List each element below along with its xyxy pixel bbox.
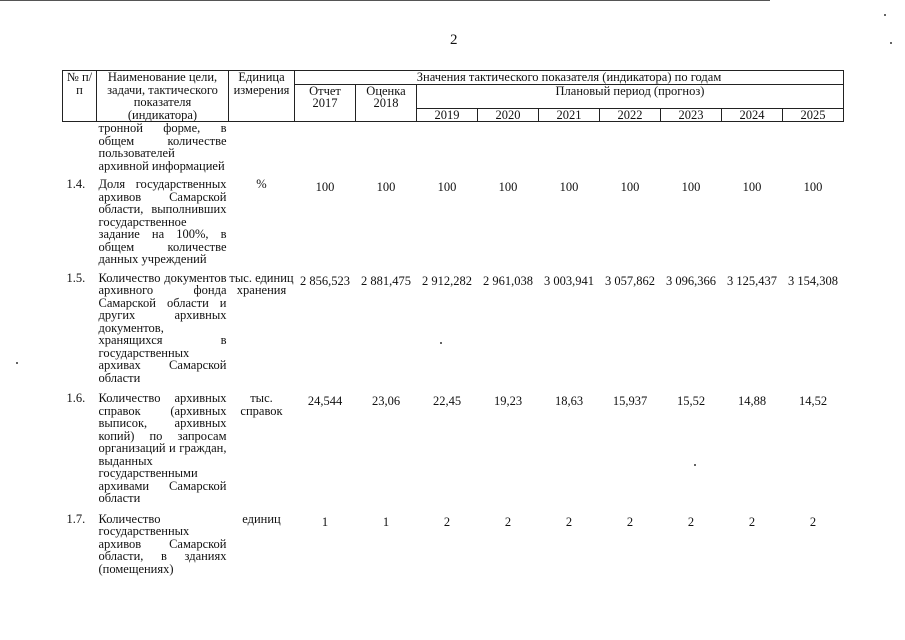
- value-2025: 2: [809, 514, 817, 529]
- value-2021: 100: [559, 180, 579, 194]
- value-2025: 14,52: [798, 394, 828, 408]
- header-values-group: Значения тактического показателя (индикатора) по годам: [295, 71, 844, 85]
- row-num: 1.6.: [66, 391, 86, 405]
- header-year: 2024: [722, 108, 783, 122]
- row-name: Количество государственных архивов Самарской области, в зданиях (помещениях): [98, 511, 227, 576]
- indicators-table: [62, 70, 844, 575]
- row-unit: тыс. единиц хранения: [229, 270, 294, 297]
- header-year: 2021: [539, 108, 600, 122]
- value-2020: 2: [504, 514, 512, 529]
- header-estimate: Оценка 2018: [356, 84, 417, 122]
- value-2024: 100: [742, 180, 762, 194]
- header-year: 2023: [661, 108, 722, 122]
- table-row: [63, 513, 844, 576]
- value-2023: 3 096,366: [666, 273, 716, 288]
- value-2020: 2 961,038: [483, 273, 533, 288]
- scan-speck: [16, 362, 18, 364]
- value-2023: 100: [681, 180, 701, 194]
- value-2024: 3 125,437: [727, 273, 777, 288]
- value-2024: 2: [748, 514, 756, 529]
- header-report: Отчет 2017: [295, 84, 356, 122]
- header-year: 2025: [783, 108, 844, 122]
- header-planned-group: Плановый период (прогноз): [417, 84, 844, 108]
- value-2019: 100: [437, 180, 457, 194]
- header-year: 2020: [478, 108, 539, 122]
- value-2022: 15,937: [612, 394, 648, 408]
- value-2023: 2: [687, 514, 695, 529]
- value-2021: 3 003,941: [544, 273, 594, 288]
- value-2017: 1: [321, 514, 329, 529]
- value-2017: 24,544: [307, 394, 343, 408]
- row-unit: тыс. справок: [240, 391, 283, 418]
- value-2020: 100: [498, 180, 518, 194]
- table-row: [63, 178, 844, 272]
- value-2018: 23,06: [371, 394, 401, 408]
- row-name: тронной форме, в общем количестве пользователей архивной информацией: [98, 121, 227, 173]
- value-2025: 100: [803, 180, 823, 194]
- value-2018: 2 881,475: [361, 273, 411, 288]
- row-num: 1.7.: [66, 511, 86, 526]
- row-name: Количество архивных справок (архивных выписок, архивных копий) по запросам организаций и граждан, выданных государственными архивами Самарской области: [98, 391, 227, 505]
- value-2018: 1: [382, 514, 390, 529]
- table-row: [63, 392, 844, 513]
- row-unit: единиц: [242, 511, 281, 526]
- value-2024: 14,88: [737, 394, 767, 408]
- header-name: Наименование цели, задачи, тактического показателя (индикатора): [97, 71, 229, 122]
- value-2019: 2: [443, 514, 451, 529]
- scan-speck: [884, 14, 886, 16]
- top-rule: [0, 0, 770, 1]
- value-2019: 22,45: [432, 394, 462, 408]
- value-2020: 19,23: [493, 394, 523, 408]
- row-num: 1.4.: [66, 177, 86, 191]
- value-2022: 3 057,862: [605, 273, 655, 288]
- value-2021: 18,63: [554, 394, 584, 408]
- row-name: Количество документов архивного фонда Самарской области и других архивных документов, хранящихся в государственных архивах Самарской области: [98, 270, 227, 385]
- value-2022: 100: [620, 180, 640, 194]
- value-2022: 2: [626, 514, 634, 529]
- value-2017: 100: [315, 180, 335, 194]
- row-num: [63, 122, 97, 179]
- table-header: [63, 71, 844, 122]
- value-2018: 100: [376, 180, 396, 194]
- value-2021: 2: [565, 514, 573, 529]
- header-unit: Единица измерения: [229, 71, 295, 122]
- page-number: 2: [450, 32, 458, 48]
- scan-speck: [890, 42, 892, 44]
- table-row: [63, 272, 844, 393]
- value-2025: 3 154,308: [788, 273, 838, 288]
- value-2023: 15,52: [676, 394, 706, 408]
- header-year: 2022: [600, 108, 661, 122]
- table-row-continuation: [63, 122, 844, 179]
- row-num: 1.5.: [66, 270, 86, 285]
- row-unit: %: [256, 177, 267, 191]
- header-year: 2019: [417, 108, 478, 122]
- header-num: № п/п: [63, 71, 97, 122]
- value-2017: 2 856,523: [300, 273, 350, 288]
- value-2019: 2 912,282: [422, 273, 472, 288]
- row-name: Доля государственных архивов Самарской области, выполнивших государственное задание на 100%, в общем количестве данных учреждений: [98, 177, 227, 266]
